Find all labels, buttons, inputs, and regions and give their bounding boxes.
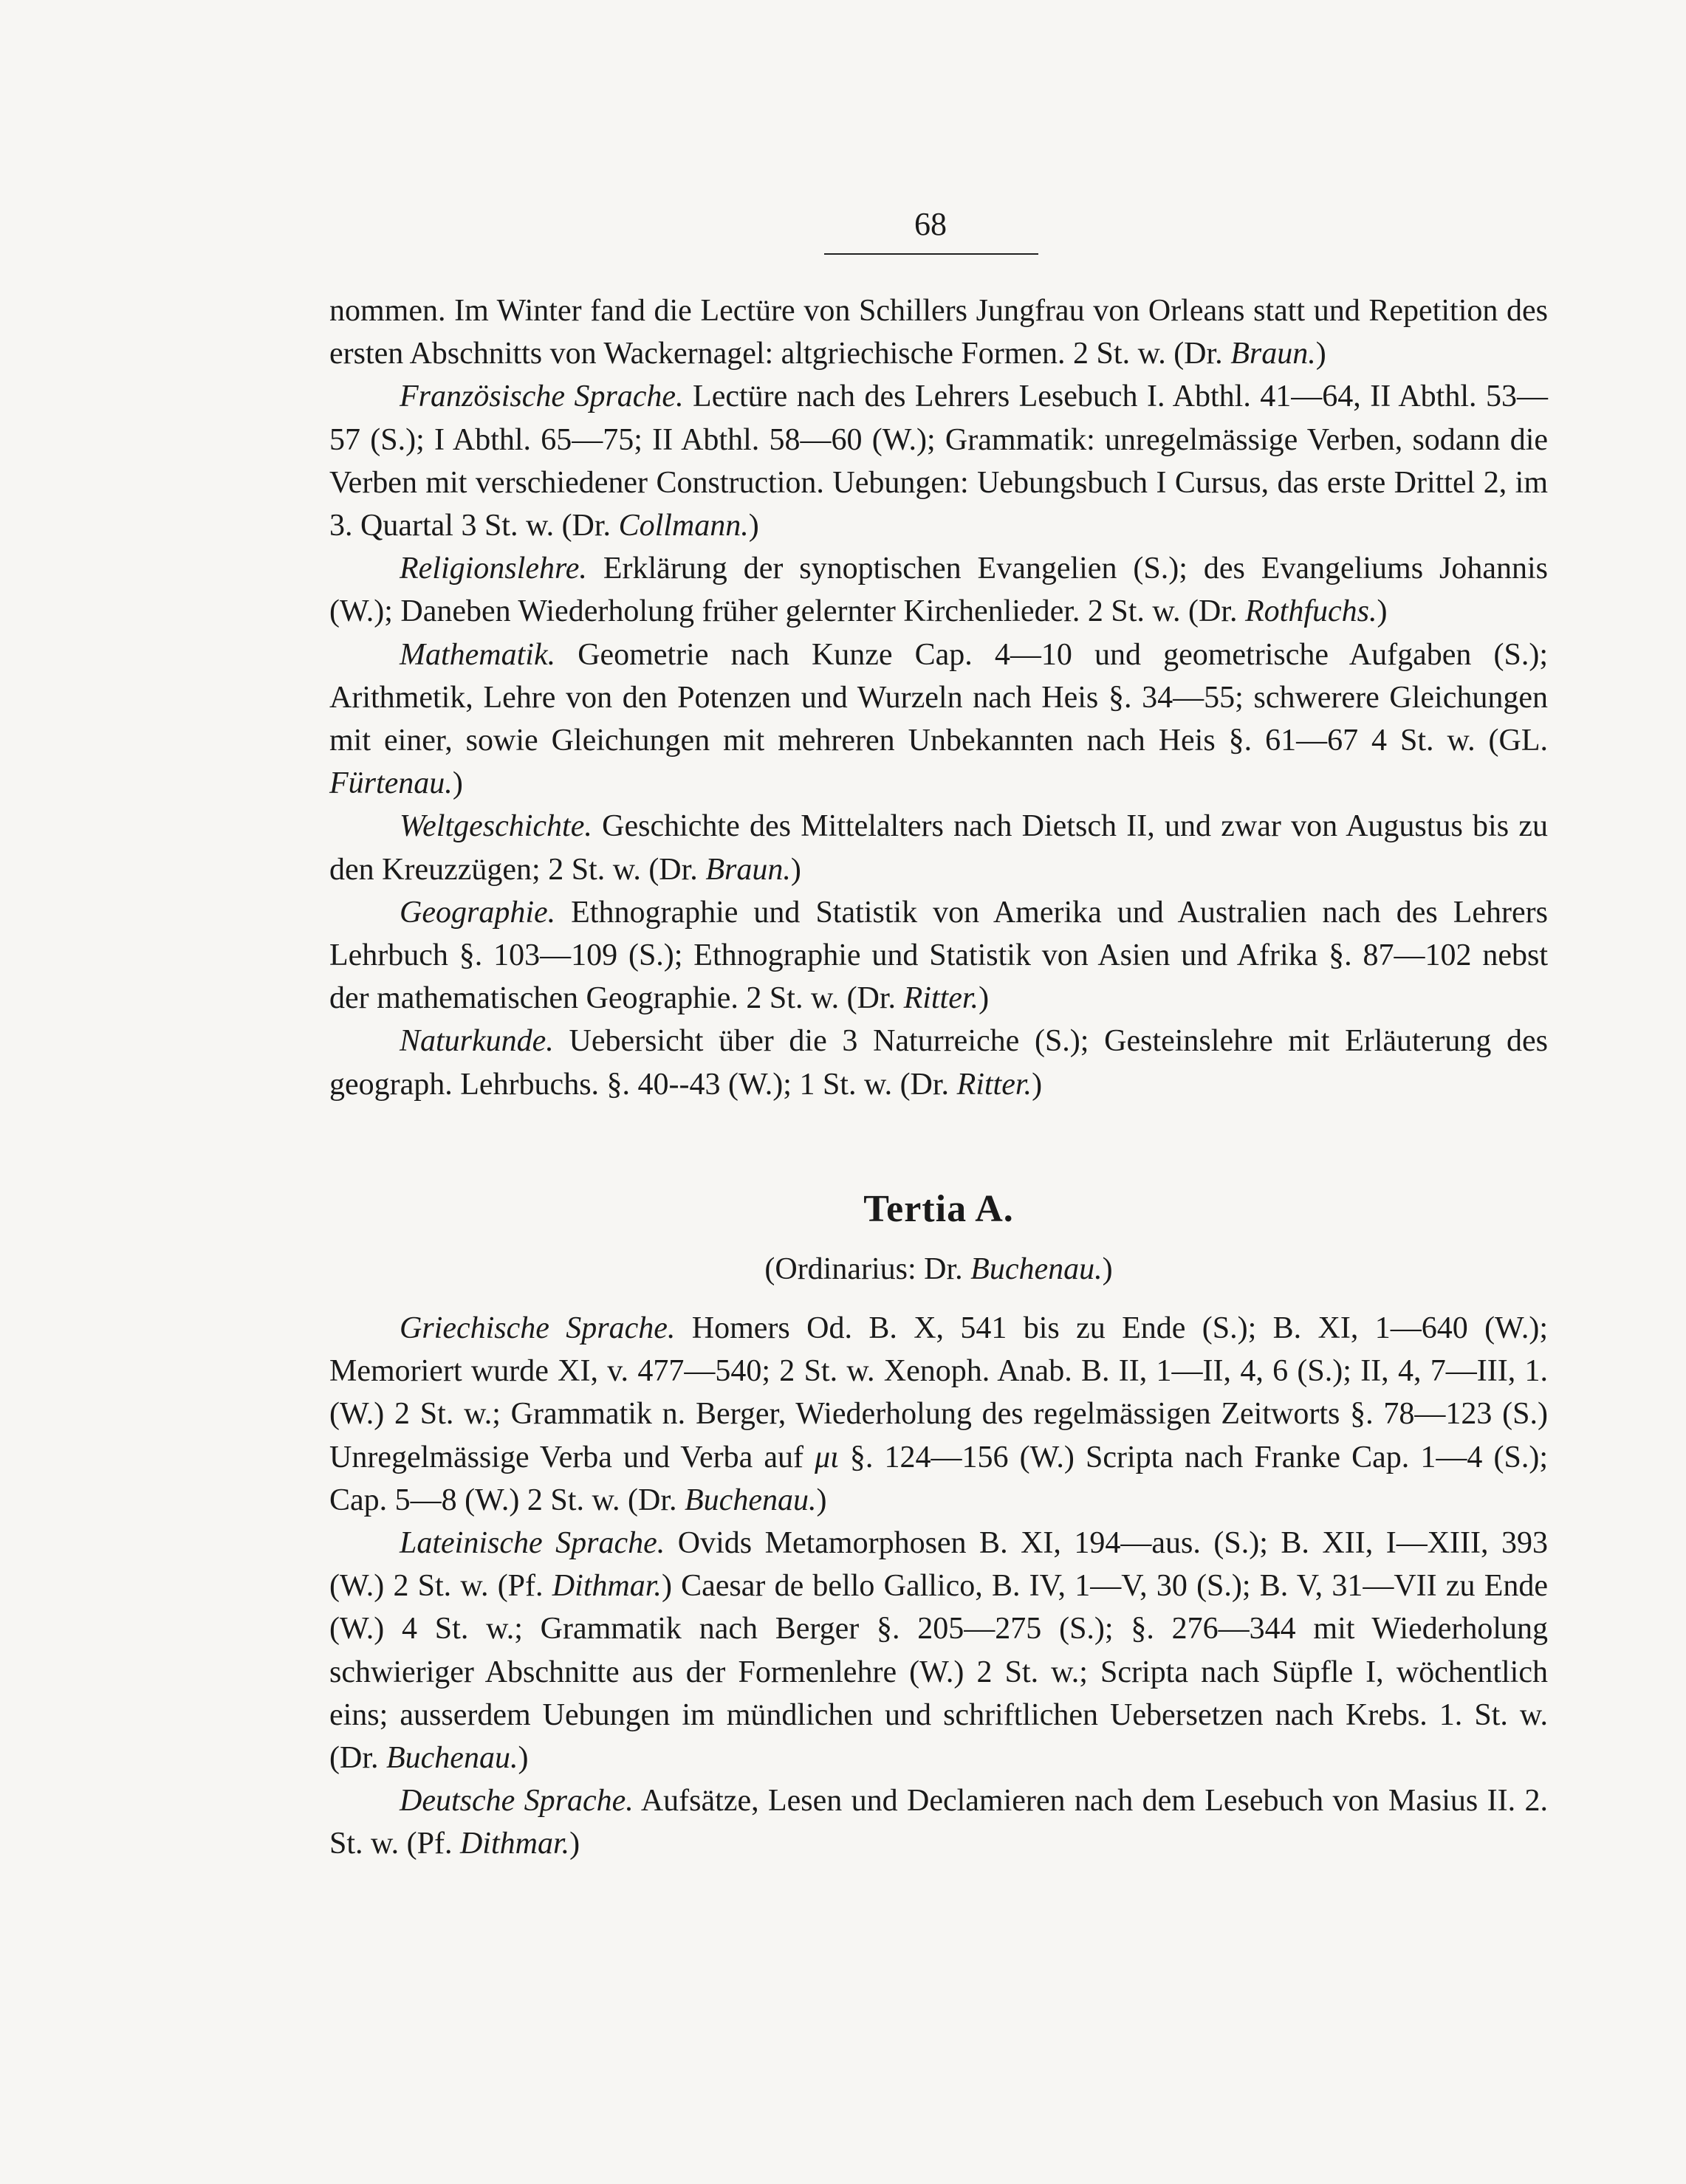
page-number: 68 xyxy=(914,206,947,242)
section-heading: Tertia A. xyxy=(863,1188,1014,1230)
paragraph-text: ) Caesar de bello Gallico, B. IV, 1—V, 30 (S.); B. V, 31—VII zu Ende (W.) 4 St. w.; Grammatik nach Berger §. 205—275 (S.); §. 276—344 mit Wiederholung schwieriger Abschnitte aus der Formenlehre (W.) 2 St. w.; Scripta nach Süpfle I, wöchentlich eins; ausserdem Uebungen im mündlichen und schriftlichen Uebersetzen nach Krebs. 1. St. w. (Dr. xyxy=(329,1569,1548,1776)
subject-title: Französische Sprache. xyxy=(400,380,684,414)
ordinarius-end: ) xyxy=(1102,1252,1113,1286)
subject-title: Geographie. xyxy=(400,895,556,930)
paragraph-end: ) xyxy=(452,766,463,801)
paragraph-end: ) xyxy=(518,1741,529,1776)
subject-paragraph-nature xyxy=(329,1020,1548,1105)
subject-paragraph-history xyxy=(329,805,1548,890)
subject-title: Deutsche Sprache. xyxy=(400,1784,634,1819)
section-text-1 xyxy=(329,289,1548,1106)
paragraph-end: ) xyxy=(1032,1067,1043,1102)
subject-paragraph-german xyxy=(329,1779,1548,1865)
subject-paragraph-greek xyxy=(329,1307,1548,1522)
teacher-name: Rothfuchs. xyxy=(1245,594,1377,629)
paragraph-end: ) xyxy=(1315,337,1326,371)
paragraph-text: §. 124—156 (W.) Scripta nach Franke Cap. 1—4 (S.); Cap. 5—8 (W.) 2 St. w. (Dr. xyxy=(329,1440,1548,1517)
paragraph-end: ) xyxy=(979,981,990,1016)
teacher-name: Collmann. xyxy=(618,509,749,543)
paragraph-text: Ovids Metamorphosen B. XI, 194—aus. (S.); B. XII, I—XIII, 393 (W.) 2 St. w. (Pf. xyxy=(329,1526,1548,1604)
ordinarius-line xyxy=(329,1254,1548,1285)
ordinarius-prefix: (Ordinarius: Dr. xyxy=(764,1252,971,1286)
paragraph-text: Homers Od. B. X, 541 bis zu Ende (S.); B. XI, 1—640 (W.); Memoriert wurde XI, v. 477—540; 2 St. w. Xenoph. Anab. B. II, 1—II, 4, 6 (S.); II, 4, 7—III, 1. (W.) 2 St. w.; Grammatik n. Berger, Wiederholung des regelmässigen Zeitworts §. 78—123 (S.) Unregelmässige Verba und Verba auf xyxy=(329,1311,1548,1474)
subject-title: Naturkunde. xyxy=(400,1024,554,1059)
paragraph-text: Lectüre nach des Lehrers Lesebuch I. Abthl. 41—64, II Abthl. 53—57 (S.); I Abthl. 65—75; II Abthl. 58—60 (W.); Grammatik: unregelmässige Verben, sodann die Verben mit verschiedener Construction. Uebungen: Uebungsbuch I Cursus, das erste Drittel 2, im 3. Quartal 3 St. w. (Dr. xyxy=(329,380,1548,543)
paragraph-text: Aufsätze, Lesen und Declamieren nach dem Lesebuch von Masius II. 2. St. w. (Pf. xyxy=(329,1784,1548,1861)
section-text-2 xyxy=(329,1307,1548,1866)
teacher-name: Braun. xyxy=(705,852,791,887)
subject-paragraph-french xyxy=(329,375,1548,547)
teacher-name: Dithmar. xyxy=(552,1569,662,1604)
subject-title: Griechische Sprache. xyxy=(400,1311,676,1345)
subject-title: Lateinische Sprache. xyxy=(400,1526,665,1561)
teacher-name: Buchenau. xyxy=(386,1741,518,1776)
teacher-name: Fürtenau. xyxy=(329,766,453,801)
paragraph-end: ) xyxy=(748,509,759,543)
paragraph-end: ) xyxy=(816,1483,827,1517)
header-rule xyxy=(824,253,1038,255)
paragraph-text: Geometrie nach Kunze Cap. 4—10 und geometrische Aufgaben (S.); Arithmetik, Lehre von den Potenzen und Wurzeln nach Heis §. 34—55; schwerere Gleichungen mit einer, sowie Gleichungen mit mehreren Unbekannten nach Heis §. 61—67 4 St. w. (GL. xyxy=(329,637,1548,758)
subject-title: Mathematik. xyxy=(400,637,556,672)
paragraph-end: ) xyxy=(1377,594,1388,629)
subject-paragraph-latin xyxy=(329,1522,1548,1779)
paragraph-text: Ethnographie und Statistik von Amerika und Australien nach des Lehrers Lehrbuch §. 103—109 (S.); Ethnographie und Statistik von Asien und Afrika §. 87—102 nebst der mathematischen Geographie. 2 St. w. (Dr. xyxy=(329,895,1548,1016)
teacher-name: Ritter. xyxy=(956,1067,1032,1102)
paragraph-text: Uebersicht über die 3 Naturreiche (S.); Gesteinslehre mit Erläuterung des geograph. Lehrbuchs. §. 40--43 (W.); 1 St. w. (Dr. xyxy=(329,1024,1548,1102)
teacher-name: Ritter. xyxy=(903,981,979,1016)
teacher-name: Buchenau. xyxy=(685,1483,817,1517)
ordinarius-name: Buchenau. xyxy=(970,1252,1103,1286)
subject-paragraph-geography xyxy=(329,891,1548,1020)
subject-paragraph-religion xyxy=(329,547,1548,633)
paragraph-text: Geschichte des Mittelalters nach Dietsch II, und zwar von Augustus bis zu den Kreuzzügen; 2 St. w. (Dr. xyxy=(329,809,1548,887)
subject-title: Weltgeschichte. xyxy=(400,809,592,844)
subject-paragraph-math xyxy=(329,633,1548,806)
paragraph-end: ) xyxy=(569,1827,580,1861)
continuation-paragraph xyxy=(329,289,1548,375)
teacher-name: Braun. xyxy=(1230,337,1316,371)
subject-title: Religionslehre. xyxy=(400,552,587,586)
teacher-name: Dithmar. xyxy=(459,1827,570,1861)
greek-term: μι xyxy=(815,1440,839,1474)
paragraph-end: ) xyxy=(790,852,801,887)
paragraph-text: Erklärung der synoptischen Evangelien (S.); des Evangeliums Johannis (W.); Daneben Wiederholung früher gelernter Kirchenlieder. 2 St. w. (Dr. xyxy=(329,552,1548,629)
paragraph-text: nommen. Im Winter fand die Lectüre von Schillers Jungfrau von Orleans statt und Repetition des ersten Abschnitts von Wackernagel: altgriechische Formen. 2 St. w. (Dr. xyxy=(329,294,1548,371)
